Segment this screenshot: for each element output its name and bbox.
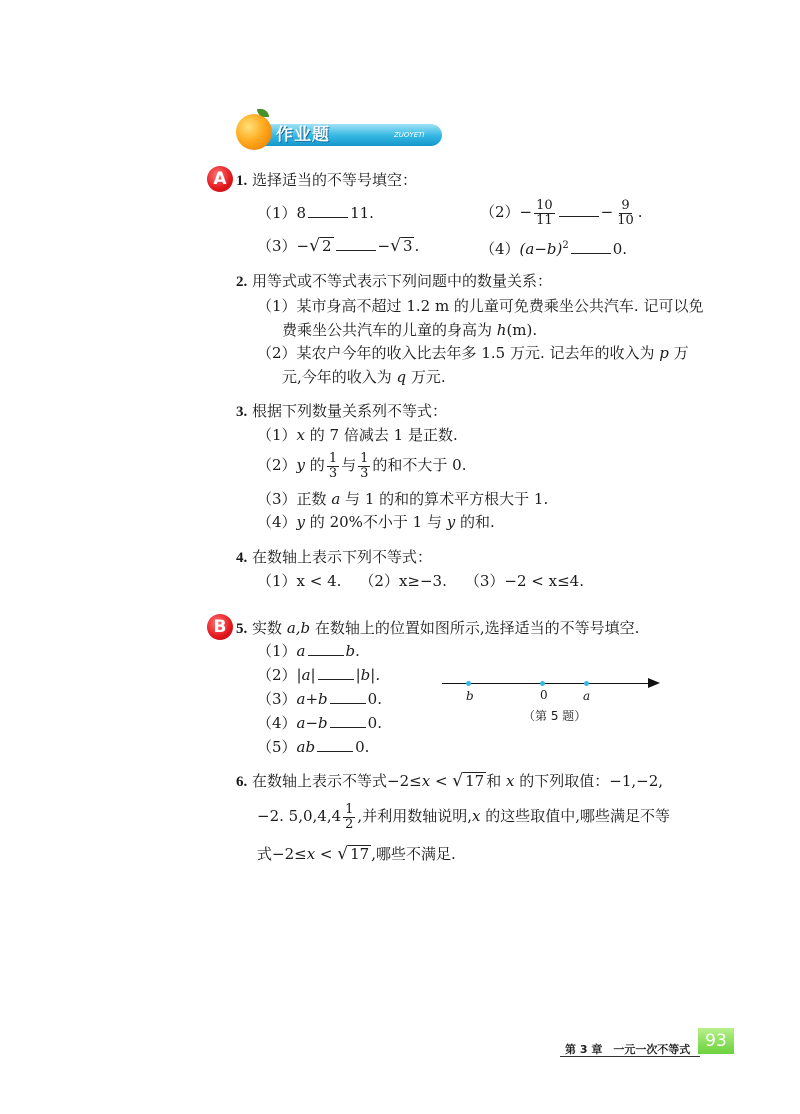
q6-line3: 式−2≤x < √ 17 ,哪些不满足.: [257, 844, 456, 864]
fraction: $\frac{10}{11}$: [536, 197, 553, 228]
q5-stem: 5. 实数 a,b 在数轴上的位置如图所示,选择适当的不等号填空.: [236, 619, 640, 637]
answer-blank[interactable]: [559, 202, 599, 217]
q2-stem: 2. 用等式或不等式表示下列问题中的数量关系：: [236, 272, 553, 290]
q1-part2: （2）− $\frac{10}{11}$ − $\frac{9}{10}$ .: [480, 197, 643, 228]
orange-icon: [236, 114, 272, 150]
q3-part1: （1）x 的 7 倍减去 1 是正数.: [257, 426, 458, 444]
label-a: a: [583, 689, 591, 703]
point-b: [466, 681, 471, 686]
q5-part5: （5）ab 0.: [257, 738, 370, 756]
label-zero: 0: [540, 688, 548, 702]
figure-caption: （第 5 题）: [523, 709, 587, 723]
answer-blank[interactable]: [571, 239, 611, 254]
q2-part1-line2: 费乘坐公共汽车的儿童的身高为 h(m).: [282, 321, 538, 339]
footer-divider: [560, 1056, 700, 1057]
q4-part1: （1）x < 4.: [257, 572, 342, 590]
fraction: $\frac{1}{3}$: [360, 450, 369, 481]
q1-part1: （1）8 11.: [257, 204, 374, 222]
radical-sign-icon: √: [337, 844, 349, 864]
q5-part4: （4）a−b 0.: [257, 714, 382, 732]
answer-blank[interactable]: [330, 689, 366, 704]
q4-stem: 4. 在数轴上表示下列不等式：: [236, 548, 433, 566]
fraction: $\frac{9}{10}$: [617, 197, 634, 228]
q5-part3: （3）a+b 0.: [257, 690, 382, 708]
point-zero: [540, 681, 545, 686]
q6-line1: 6. 在数轴上表示不等式−2≤x < √ 17 和 x 的下列取值：−1,−2,: [236, 771, 664, 791]
fraction: $\frac{1}{2}$: [345, 801, 354, 832]
radical-sign-icon: √: [452, 771, 464, 791]
radical-sign-icon: √: [390, 236, 401, 256]
answer-blank[interactable]: [336, 236, 376, 251]
q5-part2: （2）|a| |b|.: [257, 666, 381, 684]
q3-part4: （4）y 的 20%不小于 1 与 y 的和.: [257, 513, 495, 531]
answer-blank[interactable]: [330, 713, 366, 728]
q6-line2: −2. 5,0,4,4 $\frac{1}{2}$ ,并利用数轴说明,x 的这些取值中,哪些满足不等: [257, 801, 670, 832]
answer-blank[interactable]: [317, 737, 353, 752]
radical-sign-icon: √: [309, 236, 320, 256]
q2-part1-line1: （1）某市身高不超过 1.2 m 的儿童可免费乘坐公共汽车. 记可以免: [257, 297, 704, 315]
q4-part3: （3）−2 < x≤4.: [464, 572, 584, 590]
answer-blank[interactable]: [308, 641, 344, 656]
page-number: 93: [698, 1028, 734, 1054]
label-b: b: [466, 689, 474, 703]
number-line-axis: [442, 683, 650, 684]
q2-part2-line2: 元,今年的收入为 q 万元.: [282, 368, 446, 386]
q1-part3: （3）−√ 2 −√ 3 .: [257, 236, 420, 256]
q3-part3: （3）正数 a 与 1 的和的算术平方根大于 1.: [257, 490, 549, 508]
chapter-label: 第 3 章 一元一次不等式: [565, 1043, 691, 1056]
level-a-badge: A: [207, 166, 233, 192]
q4-part2: （2）x≥−3.: [359, 572, 447, 590]
banner-subtitle: ZUOYETI: [394, 131, 425, 139]
q2-part2-line1: （2）某农户今年的收入比去年多 1.5 万元. 记去年的收入为 p 万: [257, 344, 689, 362]
answer-blank[interactable]: [318, 665, 354, 680]
level-b-badge: B: [207, 614, 233, 640]
answer-blank[interactable]: [308, 203, 348, 218]
fraction: $\frac{1}{3}$: [328, 450, 338, 481]
arrow-right-icon: [648, 678, 660, 688]
q3-stem: 3. 根据下列数量关系列不等式：: [236, 402, 448, 420]
q1-part4: $(4)(a-b)^2$ 0.: [480, 240, 628, 258]
q5-part1: （1）a b.: [257, 642, 360, 660]
q3-part2: （2）y 的 $\frac{1}{3}$ 与 $\frac{1}{3}$ 的和不大于 0.: [257, 450, 467, 481]
q4-parts: [257, 571, 584, 591]
q1-stem: 1. 选择适当的不等号填空：: [236, 171, 418, 189]
banner-title: 作业题: [276, 125, 330, 145]
point-a: [584, 681, 589, 686]
